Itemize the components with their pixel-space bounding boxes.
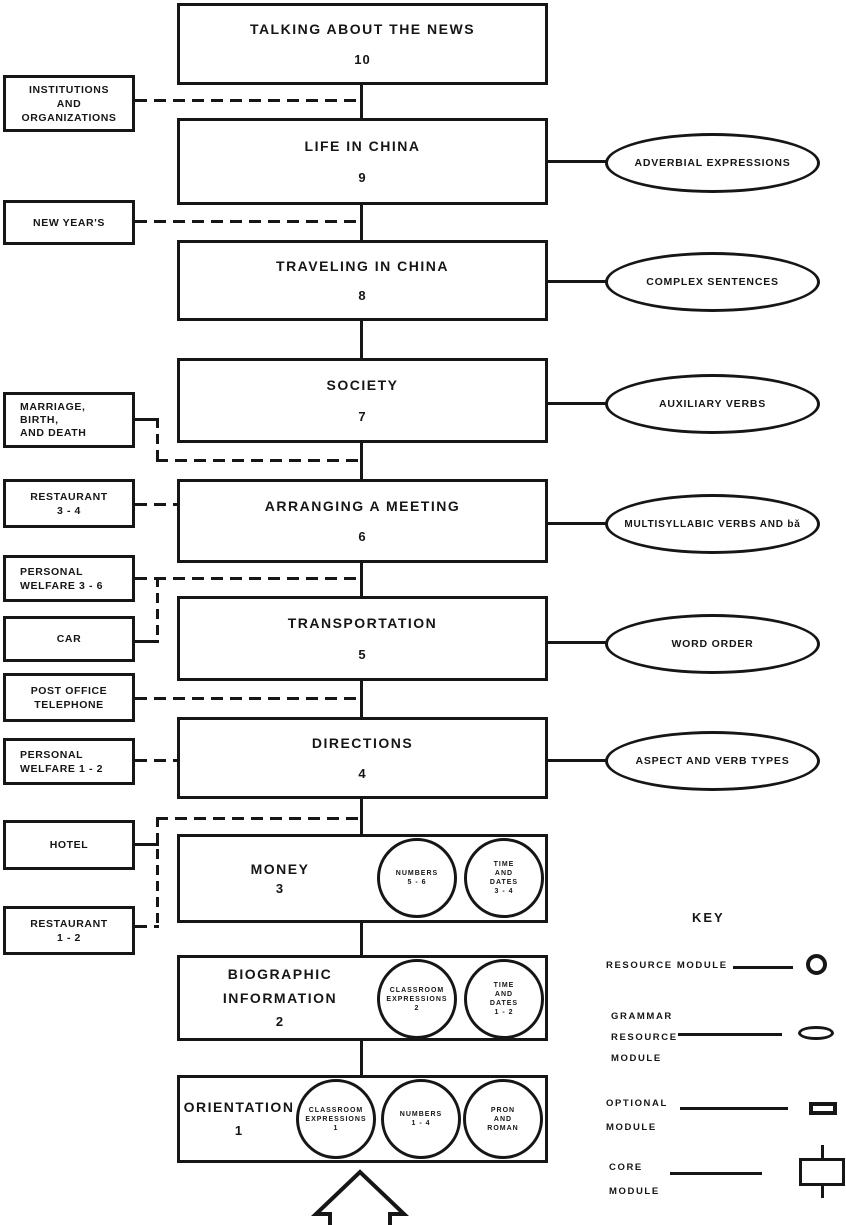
circle-text-line: ROMAN <box>487 1124 519 1132</box>
circle-text-line: 1 <box>333 1124 339 1132</box>
resource-circle-numbers-5-6 <box>377 838 457 918</box>
resource-circle-classroom-expressions-1 <box>296 1079 376 1159</box>
core-module-number: 7 <box>358 409 367 424</box>
grammar-module-label: ASPECT AND VERB TYPES <box>635 755 790 767</box>
entry-arrow-icon <box>308 1168 412 1225</box>
core-module-label: SOCIETY <box>326 377 399 393</box>
key-row-line: GRAMMAR <box>611 1011 673 1022</box>
circle-text-line: EXPRESSIONS <box>386 995 448 1003</box>
resource-circle-time-dates-3-4 <box>464 838 544 918</box>
optional-module-post-office-telephone <box>3 673 135 722</box>
grammar-module-adverbial-expressions <box>605 133 820 193</box>
key-row-core-label <box>609 1156 660 1204</box>
core-module-number: 4 <box>358 766 367 781</box>
optional-module-line: WELFARE 3 - 6 <box>20 579 104 592</box>
key-row-line: MODULE <box>611 1053 662 1064</box>
connector-restaurant34-box6 <box>135 503 177 506</box>
grammar-module-label: ADVERBIAL EXPRESSIONS <box>634 157 791 169</box>
core-module-8 <box>177 240 548 321</box>
connector-new-years-spine <box>135 220 360 223</box>
core-module-label: MONEY <box>250 861 310 877</box>
core-module-number: 9 <box>358 170 367 186</box>
connector-marriage-vertical <box>156 418 159 462</box>
connector-hotel-restaurant-vertical <box>156 817 159 928</box>
optional-module-restaurant-3-4 <box>3 479 135 528</box>
optional-module-car <box>3 616 135 662</box>
key-row-optional-label <box>606 1092 668 1140</box>
connector-hotel-restaurant-spine <box>156 817 360 820</box>
key-row-resource-module-label: RESOURCE MODULE <box>606 960 728 971</box>
grammar-module-label: WORD ORDER <box>671 638 754 650</box>
resource-circle-classroom-expressions-2 <box>377 959 457 1039</box>
core-module-3 <box>177 834 548 923</box>
grammar-module-auxiliary-verbs <box>605 374 820 434</box>
core-module-label-line1: BIOGRAPHIC <box>227 966 333 982</box>
optional-module-line: PERSONAL <box>20 565 84 578</box>
core-module-5 <box>177 596 548 681</box>
core-module-10 <box>177 3 548 85</box>
optional-module-line: MARRIAGE, <box>20 400 86 413</box>
connector-marriage-spine <box>156 459 360 462</box>
circle-text-line: TIME <box>493 861 515 868</box>
key-grammar-line <box>678 1033 782 1036</box>
key-optional-line <box>680 1107 788 1110</box>
key-row-grammar-resource-label <box>611 1006 678 1069</box>
connector-life-in-china-adverbial <box>548 160 606 163</box>
optional-module-new-years <box>3 200 135 245</box>
core-module-label: DIRECTIONS <box>311 735 414 751</box>
connector-traveling-complex <box>548 280 606 283</box>
circle-text-line: AND <box>493 1115 513 1123</box>
key-row-line: MODULE <box>606 1122 657 1133</box>
core-module-4 <box>177 717 548 799</box>
grammar-module-label: AUXILIARY VERBS <box>658 398 767 410</box>
circle-text-line: PRON <box>490 1106 516 1114</box>
resource-circle-numbers-1-4 <box>381 1079 461 1159</box>
core-module-2 <box>177 955 548 1041</box>
grammar-module-multisyllabic-verbs <box>605 494 820 554</box>
connector-transportation-word-order <box>548 641 606 644</box>
resource-circle-time-dates-1-2 <box>464 959 544 1039</box>
optional-module-line: BIRTH, <box>20 413 59 426</box>
core-module-title-block <box>190 958 370 1038</box>
core-module-1 <box>177 1075 548 1163</box>
circle-text-line: 1 - 2 <box>494 1009 514 1016</box>
key-resource-circle-icon <box>806 954 827 975</box>
core-module-title-block <box>190 837 370 920</box>
grammar-module-aspect-verb-types <box>605 731 820 791</box>
circle-text-line: 5 - 6 <box>407 879 427 886</box>
circle-text-line: TIME <box>493 982 515 989</box>
grammar-module-word-order <box>605 614 820 674</box>
core-module-label: ORIENTATION <box>183 1099 295 1115</box>
optional-module-institutions-organizations <box>3 75 135 132</box>
spine-line <box>360 85 363 1075</box>
optional-module-line: 3 - 4 <box>56 504 81 517</box>
optional-module-line: TELEPHONE <box>34 698 104 711</box>
connector-post-office-spine <box>135 697 360 700</box>
core-module-number: 3 <box>275 881 285 896</box>
optional-module-line: PERSONAL <box>20 748 84 761</box>
optional-module-line: HOTEL <box>49 839 89 851</box>
core-module-label: LIFE IN CHINA <box>304 137 421 154</box>
circle-text-line: CLASSROOM <box>308 1106 364 1114</box>
key-core-line <box>670 1172 762 1175</box>
key-grammar-ellipse-icon <box>798 1026 834 1040</box>
optional-module-line: 1 - 2 <box>56 931 81 944</box>
core-module-7 <box>177 358 548 443</box>
grammar-module-label: MULTISYLLABIC VERBS AND bǎ <box>624 518 801 530</box>
grammar-module-label: COMPLEX SENTENCES <box>646 276 779 288</box>
optional-module-line: ORGANIZATIONS <box>21 111 117 124</box>
core-module-label: TALKING ABOUT THE NEWS <box>249 21 476 37</box>
circle-text-line: AND <box>494 870 514 877</box>
optional-module-line: AND <box>56 97 82 110</box>
connector-institutions-spine <box>135 99 360 102</box>
circle-text-line: 1 - 4 <box>411 1120 431 1127</box>
key-row-line: OPTIONAL <box>606 1098 668 1109</box>
core-module-number: 1 <box>234 1123 244 1138</box>
key-row-line: MODULE <box>609 1186 660 1197</box>
core-module-number: 5 <box>358 647 367 662</box>
optional-module-line: WELFARE 1 - 2 <box>20 762 104 775</box>
optional-module-line: NEW YEAR'S <box>33 216 105 229</box>
key-optional-rect-icon <box>809 1102 837 1115</box>
optional-module-line: RESTAURANT <box>30 490 108 503</box>
optional-module-personal-welfare-1-2 <box>3 738 135 785</box>
circle-text-line: 2 <box>414 1004 420 1012</box>
resource-circle-pron-roman <box>463 1079 543 1159</box>
circle-text-line: AND <box>494 991 514 998</box>
core-module-number: 2 <box>275 1014 285 1029</box>
optional-module-line: AND DEATH <box>20 426 87 439</box>
core-module-number: 10 <box>354 52 371 67</box>
circle-text-line: DATES <box>489 1000 519 1007</box>
core-module-label: TRAVELING IN CHINA <box>276 257 449 274</box>
circle-text-line: EXPRESSIONS <box>305 1115 367 1123</box>
core-module-number: 6 <box>358 529 367 545</box>
optional-module-line: CAR <box>56 633 82 645</box>
core-module-9 <box>177 118 548 205</box>
key-row-line: CORE <box>609 1162 643 1173</box>
optional-module-personal-welfare-3-6 <box>3 555 135 602</box>
optional-module-restaurant-1-2 <box>3 906 135 955</box>
key-resource-line <box>733 966 793 969</box>
connector-meeting-multisyllabic <box>548 522 606 525</box>
optional-module-line: INSTITUTIONS <box>28 83 110 96</box>
circle-text-line: NUMBERS <box>395 870 439 877</box>
circle-text-line: CLASSROOM <box>389 986 445 994</box>
key-row-line: RESOURCE <box>611 1032 678 1043</box>
core-module-label: TRANSPORTATION <box>287 615 438 631</box>
circle-text-line: 3 - 4 <box>494 888 514 895</box>
key-title: KEY <box>692 910 725 925</box>
key-core-rect-icon <box>799 1158 845 1186</box>
circle-text-line: DATES <box>489 879 519 886</box>
optional-module-hotel <box>3 820 135 870</box>
circle-text-line: NUMBERS <box>399 1111 443 1118</box>
connector-welfare36-spine <box>135 577 360 580</box>
connector-society-auxiliary <box>548 402 606 405</box>
core-module-title-block <box>180 1078 298 1160</box>
optional-module-line: POST OFFICE <box>30 684 108 697</box>
connector-car-vertical <box>156 577 159 643</box>
optional-module-line: RESTAURANT <box>30 917 108 930</box>
core-module-label: ARRANGING A MEETING <box>264 497 461 514</box>
core-module-number: 8 <box>358 288 367 304</box>
core-module-label-line2: INFORMATION <box>222 990 338 1006</box>
grammar-module-complex-sentences <box>605 252 820 312</box>
optional-module-marriage-birth-death <box>3 392 135 448</box>
connector-welfare12-box4 <box>135 759 177 762</box>
connector-restaurant12-stub <box>135 925 159 928</box>
core-module-6 <box>177 479 548 563</box>
connector-directions-aspect <box>548 759 606 762</box>
